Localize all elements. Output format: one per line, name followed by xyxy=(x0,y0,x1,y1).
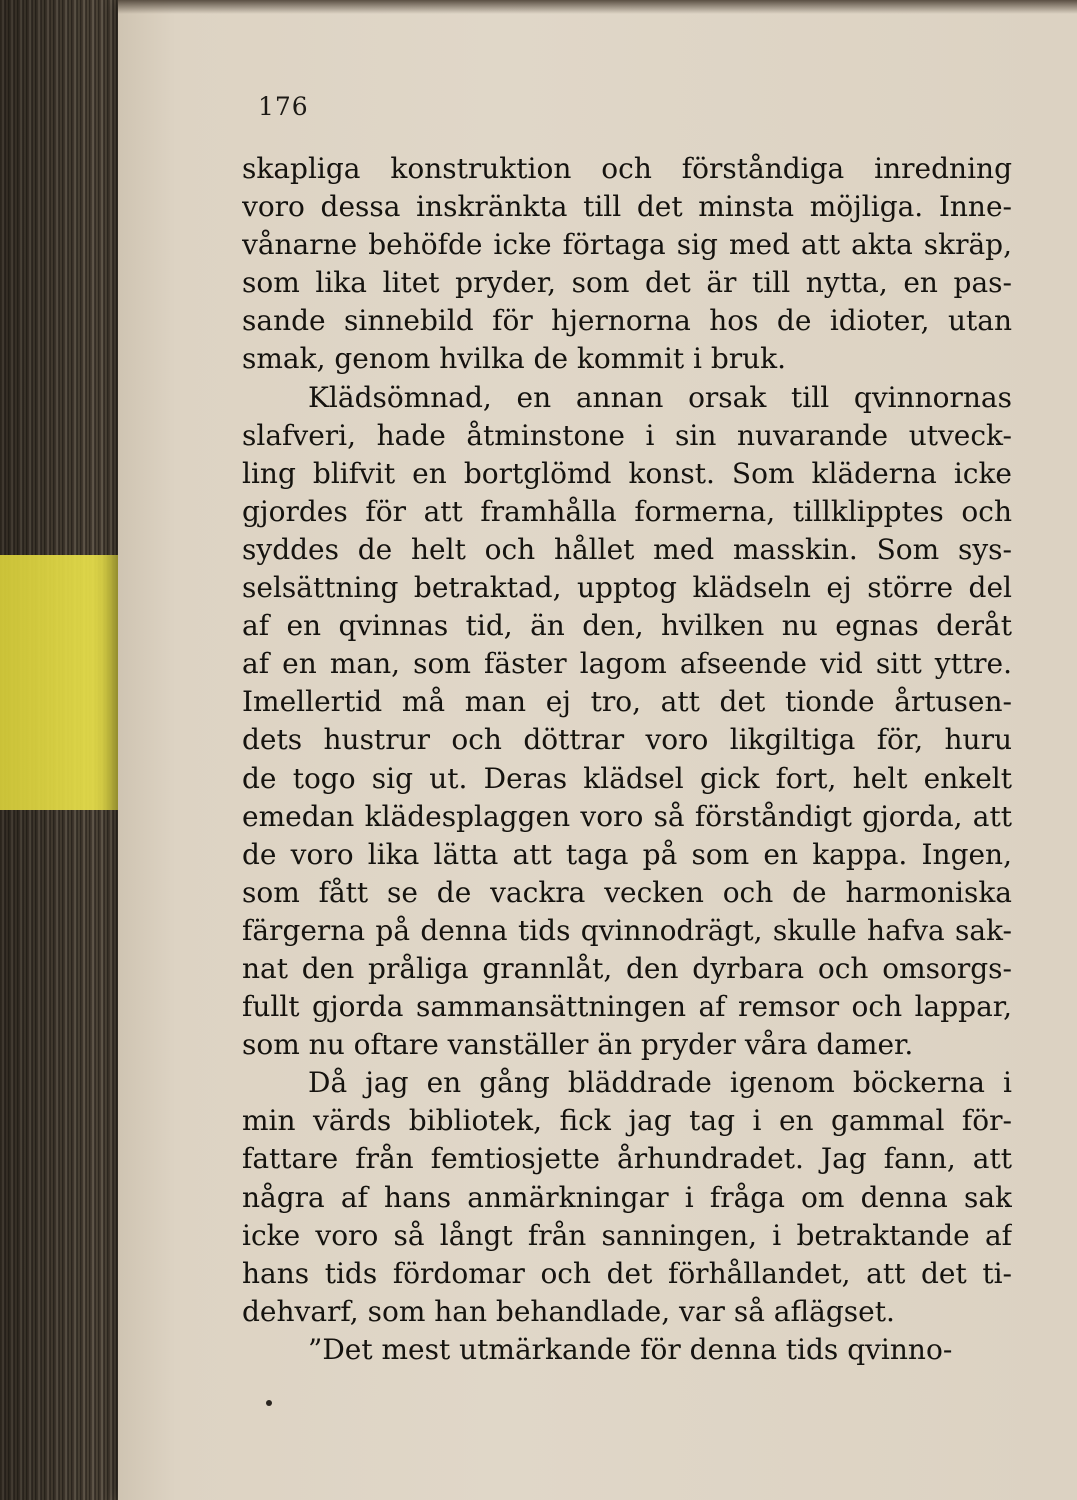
text-line: sande sinnebild för hjernorna hos de idioter, utan xyxy=(242,304,1012,338)
body-text xyxy=(242,150,1012,1369)
text-line: skapliga konstruktion och förståndiga inredning xyxy=(242,152,1012,185)
text-line: icke voro så långt från sanningen, i betraktande af xyxy=(242,1218,1012,1252)
text-line: fattare från femtiosjette århundradet. Jag fann, att xyxy=(242,1142,1012,1176)
ink-speck xyxy=(266,1400,272,1406)
text-line: fullt gjorda sammansättningen af remsor och lappar, xyxy=(242,990,1012,1024)
text-line: nat den pråliga grannlåt, den dyrbara och omsorgs- xyxy=(242,951,1012,985)
text-line: några af hans anmärkningar i fråga om denna sak xyxy=(242,1180,1012,1214)
text-line: af en man, som fäster lagom afseende vid sitt yttre. xyxy=(242,647,1012,681)
page-top-shadow xyxy=(118,0,1077,14)
text-line: ling blifvit en bortglömd konst. Som kläderna icke xyxy=(242,456,1012,490)
text-line: voro dessa inskränkta till det minsta möjliga. Inne- xyxy=(242,190,1012,224)
text-line: dehvarf, som han behandlade, var så aflägset. xyxy=(242,1294,895,1328)
text-line: slafveri, hade åtminstone i sin nuvarande utveck- xyxy=(242,418,1012,452)
text-line: Då jag en gång bläddrade igenom böckerna i xyxy=(308,1066,1012,1100)
text-line: ”Det mest utmärkande för denna tids qvinno- xyxy=(308,1332,953,1366)
text-line: som nu oftare vanställer än pryder våra damer. xyxy=(242,1028,914,1062)
text-line: gjordes för att framhålla formerna, tillklipptes och xyxy=(242,494,1012,528)
text-line: smak, genom hvilka de kommit i bruk. xyxy=(242,342,787,376)
text-line: Klädsömnad, en annan orsak till qvinnornas xyxy=(308,380,1012,414)
text-line: Imellertid må man ej tro, att det tionde årtusen- xyxy=(242,685,1012,719)
text-line: af en qvinnas tid, än den, hvilken nu egnas deråt xyxy=(242,609,1012,643)
text-line: hans tids fördomar och det förhållandet, att det ti- xyxy=(242,1256,1012,1290)
text-line: som fått se de vackra vecken och de harmoniska xyxy=(242,875,1012,909)
text-line: de togo sig ut. Deras klädsel gick fort, helt enkelt xyxy=(242,761,1012,795)
text-line: de voro lika lätta att taga på som en kappa. Ingen, xyxy=(242,837,1012,871)
text-line: emedan klädesplaggen voro så förståndigt gjorda, att xyxy=(242,799,1012,833)
text-line: dets hustrur och döttrar voro likgiltiga för, huru xyxy=(242,723,1012,757)
text-line: färgerna på denna tids qvinnodrägt, skulle hafva sak- xyxy=(242,913,1012,947)
text-line: min värds bibliotek, fick jag tag i en gammal för- xyxy=(242,1104,1012,1138)
text-line: syddes de helt och hållet med masskin. Som sys- xyxy=(242,532,1012,566)
page-number: 176 xyxy=(258,92,309,121)
text-line: selsättning betraktad, upptog klädseln ej större del xyxy=(242,571,1012,605)
text-line: vånarne behöfde icke förtaga sig med att akta skräp, xyxy=(242,228,1012,262)
text-line: som lika litet pryder, som det är till nytta, en pas- xyxy=(242,266,1012,300)
